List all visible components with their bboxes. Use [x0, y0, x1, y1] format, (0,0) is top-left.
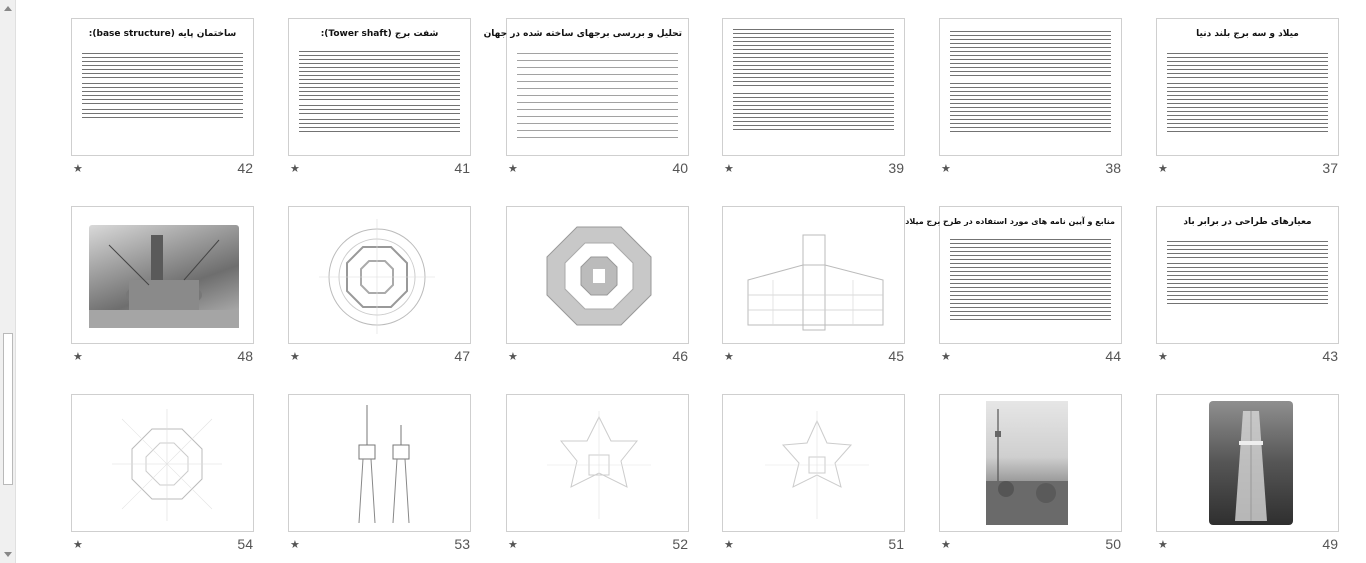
construction-photo: [89, 225, 239, 328]
slide-body-text: [1167, 53, 1328, 79]
animation-star-icon[interactable]: ★: [1158, 162, 1168, 175]
slide-number: 53: [454, 536, 470, 552]
slide-title: شفت برج (Tower shaft):: [320, 29, 439, 39]
slide-title: تحلیل و بررسی برجهای ساخته شده در جهان: [483, 29, 682, 39]
slide-body-text: [950, 31, 1111, 77]
slide-title: میلاد و سه برج بلند دنیا: [1196, 29, 1299, 39]
slide-number: 47: [454, 348, 470, 364]
slide-number: 39: [888, 160, 904, 176]
slide-thumbnail-37[interactable]: [1156, 18, 1339, 156]
animation-star-icon[interactable]: ★: [724, 350, 734, 363]
slide-body-text: [299, 119, 460, 133]
slide-body-text: [82, 109, 243, 121]
slide-number: 50: [1105, 536, 1121, 552]
slide-thumbnail-45[interactable]: [722, 206, 905, 344]
slide-body-text: [299, 105, 460, 117]
slide-body-text: [950, 83, 1111, 133]
slide-thumbnail-51[interactable]: [722, 394, 905, 532]
slide-body-text: [950, 239, 1111, 321]
slide-number: 51: [888, 536, 904, 552]
slide-number: 41: [454, 160, 470, 176]
slide-thumbnail-52[interactable]: [506, 394, 689, 532]
animation-star-icon[interactable]: ★: [941, 538, 951, 551]
tower-photo: [986, 401, 1068, 525]
scroll-up-arrow-icon[interactable]: [0, 0, 16, 16]
animation-star-icon[interactable]: ★: [290, 162, 300, 175]
animation-star-icon[interactable]: ★: [508, 350, 518, 363]
slide-number: 44: [1105, 348, 1121, 364]
slide-thumbnail-40[interactable]: [483, 18, 689, 156]
animation-star-icon[interactable]: ★: [73, 538, 83, 551]
scroll-thumb[interactable]: [3, 333, 13, 485]
slide-number: 42: [237, 160, 253, 176]
slide-number: 45: [888, 348, 904, 364]
slide-thumbnail-46[interactable]: [506, 206, 689, 344]
animation-star-icon[interactable]: ★: [73, 162, 83, 175]
slide-body-text: [82, 83, 243, 105]
slide-thumbnail-50[interactable]: [939, 394, 1122, 532]
slide-title: منابع و آیین نامه های مورد استفاده در طرح برج میلاد: [905, 217, 1115, 226]
animation-star-icon[interactable]: ★: [1158, 350, 1168, 363]
slide-thumbnail-43[interactable]: [1156, 206, 1339, 344]
animation-star-icon[interactable]: ★: [724, 162, 734, 175]
animation-star-icon[interactable]: ★: [941, 350, 951, 363]
animation-star-icon[interactable]: ★: [1158, 538, 1168, 551]
slide-thumbnail-41[interactable]: [288, 18, 471, 156]
slide-number: 43: [1322, 348, 1338, 364]
slide-body-text: [733, 93, 894, 131]
slide-body-text: [733, 29, 894, 87]
slide-thumbnail-42[interactable]: [71, 18, 254, 156]
animation-star-icon[interactable]: ★: [73, 350, 83, 363]
slide-body-text: [1167, 263, 1328, 305]
tower-night-photo: [1209, 401, 1293, 525]
slide-number: 54: [237, 536, 253, 552]
slide-number: 38: [1105, 160, 1121, 176]
slide-thumbnail-49[interactable]: [1156, 394, 1339, 532]
slide-thumbnail-54[interactable]: [71, 394, 254, 532]
slide-body-text: [1167, 83, 1328, 133]
animation-star-icon[interactable]: ★: [724, 538, 734, 551]
slide-title: معیارهای طراحی در برابر باد: [1183, 217, 1312, 227]
slide-number: 52: [672, 536, 688, 552]
slide-thumbnail-44[interactable]: [905, 206, 1122, 344]
slide-number: 40: [672, 160, 688, 176]
scroll-down-arrow-icon[interactable]: [0, 547, 16, 563]
slide-number: 49: [1322, 536, 1338, 552]
animation-star-icon[interactable]: ★: [941, 162, 951, 175]
slide-thumbnail-53[interactable]: [288, 394, 471, 532]
animation-star-icon[interactable]: ★: [290, 350, 300, 363]
slide-number: 48: [237, 348, 253, 364]
slide-body-text: [1167, 241, 1328, 259]
slide-body-text: [299, 51, 460, 101]
slide-body-text: [517, 53, 678, 139]
slide-thumbnail-38[interactable]: [939, 18, 1122, 156]
slide-number: 37: [1322, 160, 1338, 176]
animation-star-icon[interactable]: ★: [290, 538, 300, 551]
slide-body-text: [82, 53, 243, 79]
slide-thumbnail-39[interactable]: [722, 18, 905, 156]
slide-thumbnail-47[interactable]: [288, 206, 471, 344]
vertical-scrollbar[interactable]: [0, 0, 16, 563]
slide-thumbnail-48[interactable]: [71, 206, 254, 344]
animation-star-icon[interactable]: ★: [508, 538, 518, 551]
animation-star-icon[interactable]: ★: [508, 162, 518, 175]
slide-title: ساختمان پایه (base structure):: [88, 29, 237, 39]
slide-number: 46: [672, 348, 688, 364]
